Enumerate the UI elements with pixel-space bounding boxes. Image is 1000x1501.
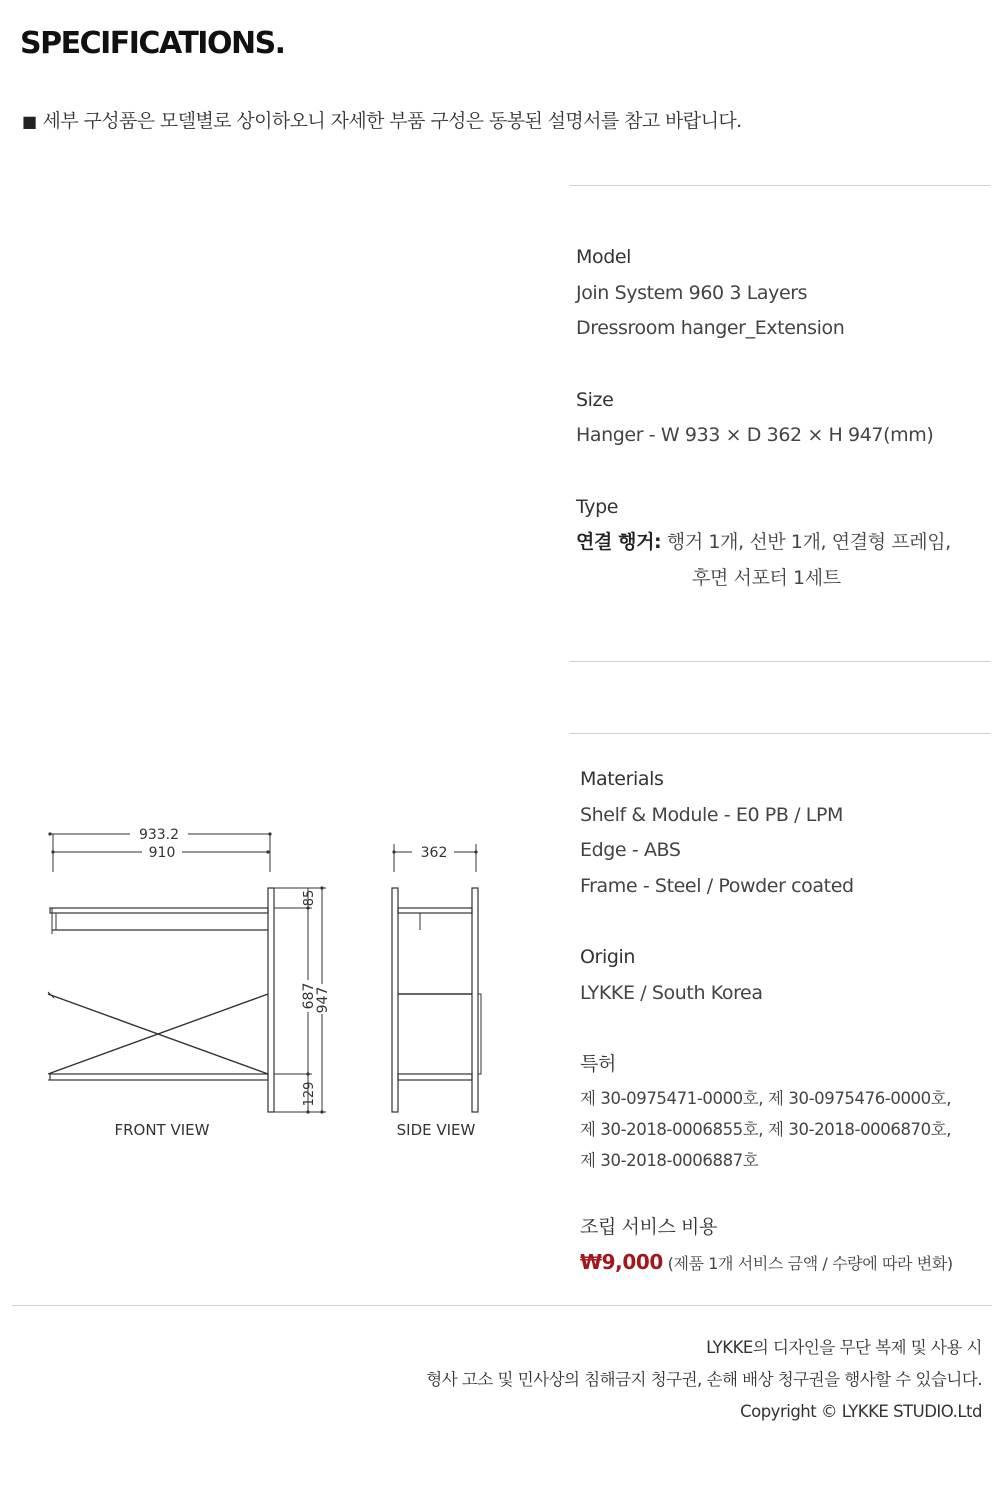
origin-value: LYKKE / South Korea: [580, 981, 763, 1004]
type-text: 행거 1개, 선반 1개, 연결형 프레임,: [661, 531, 951, 553]
divider-mid-2: [570, 733, 990, 734]
materials-line: Edge - ABS: [580, 839, 681, 861]
square-bullet-icon: ■: [22, 112, 37, 131]
footer: [426, 1332, 982, 1428]
type-line: 후면 서포터 1세트: [692, 566, 841, 589]
footer-copyright: Copyright © LYKKE STUDIO.Ltd: [740, 1402, 982, 1421]
patent-label: 특허: [580, 1053, 616, 1075]
model-label: Model: [576, 246, 632, 268]
type-line: [576, 525, 996, 561]
side-view-drawing: [392, 844, 481, 1112]
spec-block-top: [576, 240, 996, 596]
model-line: Dressroom hanger_Extension: [576, 317, 845, 339]
side-view-label: SIDE VIEW: [396, 1121, 476, 1139]
dim-total: 947: [315, 986, 331, 1014]
service-price-line: [580, 1245, 1000, 1282]
service-price: ₩9,000: [580, 1250, 663, 1274]
size-label: Size: [576, 388, 614, 411]
dim-width-outer: 933.2: [138, 827, 180, 843]
size-value: Hanger - W 933 × D 362 × H 947(mm): [576, 424, 934, 446]
patent-line: 제 30-2018-0006887호: [580, 1150, 759, 1170]
materials-line: Shelf & Module - E0 PB / LPM: [580, 803, 844, 826]
dim-mid: 687: [301, 982, 317, 1010]
service-label: 조립 서비스 비용: [580, 1215, 717, 1238]
dim-bottom: 129: [302, 1081, 317, 1107]
divider-footer: [12, 1305, 992, 1306]
divider-top: [570, 185, 990, 186]
service-note: (제품 1개 서비스 금액 / 수량에 따라 변화): [662, 1254, 953, 1273]
front-view-drawing: [48, 834, 326, 1112]
page-title: SPECIFICATIONS.: [20, 26, 285, 61]
patent-line: 제 30-0975471-0000호, 제 30-0975476-0000호,: [580, 1088, 952, 1108]
footer-line-2: 형사 고소 및 민사상의 침해금지 청구권, 손해 배상 청구권을 행사할 수 있습니다.: [426, 1370, 982, 1389]
footer-line-1: LYKKE의 디자인을 무단 복제 및 사용 시: [706, 1338, 982, 1357]
front-view-label: FRONT VIEW: [114, 1121, 210, 1139]
type-label: Type: [576, 495, 619, 518]
dim-top: 85: [302, 889, 317, 907]
dim-depth: 362: [420, 845, 448, 861]
model-line: Join System 960 3 Layers: [576, 281, 808, 304]
origin-label: Origin: [580, 946, 636, 968]
dimension-drawing: [30, 812, 500, 1152]
notice: [22, 106, 742, 133]
type-bold: 연결 행거:: [576, 531, 662, 553]
materials-label: Materials: [580, 768, 664, 790]
dim-width-inner: 910: [148, 845, 176, 861]
patent-line: 제 30-2018-0006855호, 제 30-2018-0006870호,: [580, 1119, 952, 1139]
divider-mid-1: [570, 661, 990, 662]
materials-line: Frame - Steel / Powder coated: [580, 874, 854, 897]
spec-block-bottom: [580, 762, 1000, 1282]
notice-text: 세부 구성품은 모델별로 상이하오니 자세한 부품 구성은 동봉된 설명서를 참고 바랍니다.: [42, 110, 742, 132]
